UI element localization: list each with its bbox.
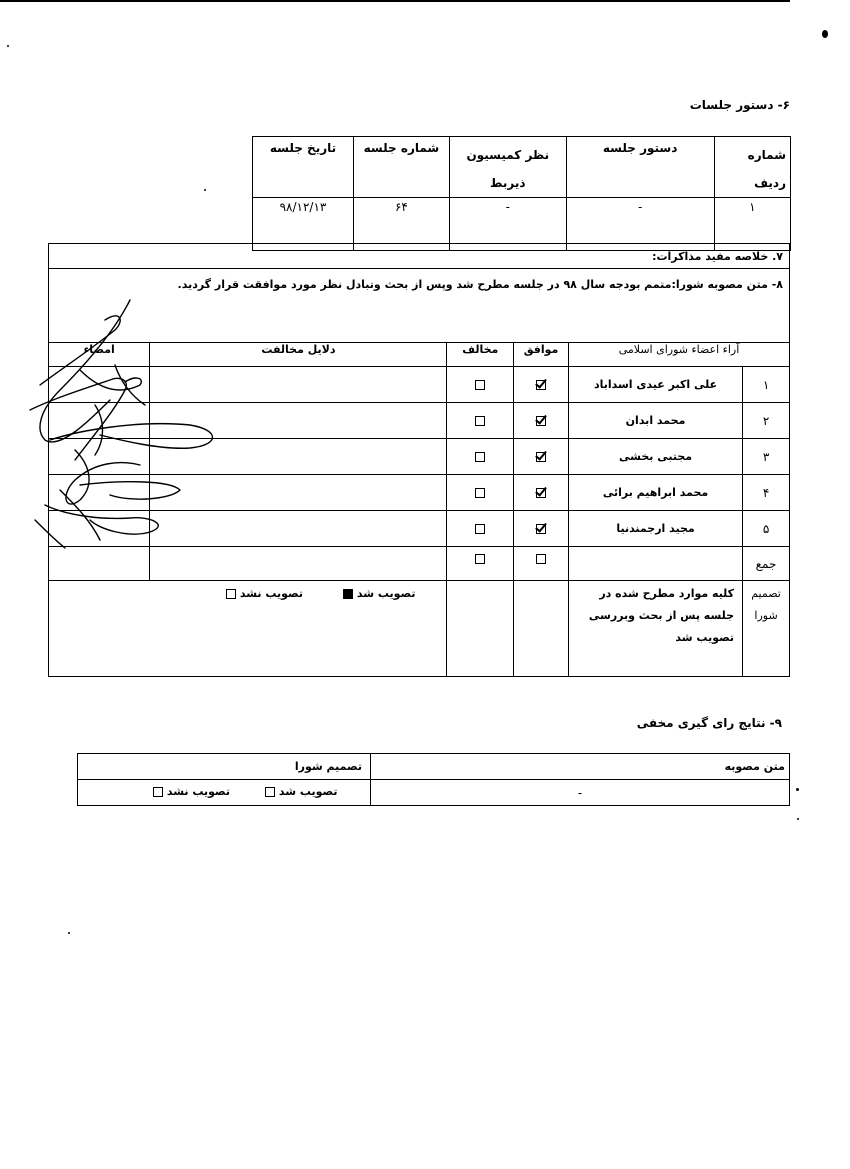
scan-dot	[7, 45, 9, 47]
secret-approved-text-value: -	[371, 780, 790, 806]
scan-top-edge	[0, 0, 790, 2]
member-number: ۵	[743, 511, 790, 547]
agree-total-checkbox[interactable]	[536, 554, 546, 564]
section9-heading: ۹- نتایج رای گیری مخفی	[636, 716, 782, 730]
header-approved-text: متن مصوبه	[371, 754, 790, 780]
decision-label: تصمیم شورا	[743, 581, 790, 677]
cell-committee-opinion: -	[449, 198, 566, 251]
agree-checkbox[interactable]	[536, 452, 546, 462]
rejected-checkbox[interactable]	[226, 589, 236, 599]
secret-decision-choices	[78, 780, 371, 806]
header-session-date: تاریخ جلسه	[253, 137, 354, 198]
handwritten-signatures	[20, 290, 230, 555]
member-name: علی اکبر عیدی اسداباد	[569, 367, 743, 403]
decision-row	[49, 581, 790, 677]
header-committee-opinion: نظر کمیسیون ذیربط	[449, 137, 566, 198]
member-name: مجتبی بخشی	[569, 439, 743, 475]
secret-vote-table	[77, 753, 790, 806]
header-oppose: مخالف	[447, 343, 514, 367]
agree-checkbox[interactable]	[536, 524, 546, 534]
scan-dot	[796, 788, 799, 791]
cell-agenda: -	[566, 198, 714, 251]
oppose-checkbox[interactable]	[475, 416, 485, 426]
member-name: محمد ابدان	[569, 403, 743, 439]
agenda-table	[252, 136, 791, 251]
oppose-checkbox[interactable]	[475, 452, 485, 462]
member-number: ۱	[743, 367, 790, 403]
header-row-number: شماره ردیف	[714, 137, 790, 198]
section8-text: ۸- متن مصوبه شورا:متمم بودجه سال ۹۸ در جلسه مطرح شد وپس از بحث وتبادل نظر مورد موافقت قرار گردید.	[177, 278, 783, 291]
header-council-decision: تصمیم شورا	[78, 754, 371, 780]
oppose-checkbox[interactable]	[475, 524, 485, 534]
cell-row-number: ۱	[714, 198, 790, 251]
total-label: جمع	[743, 547, 790, 581]
scan-dot	[68, 932, 70, 934]
secret-rejected-checkbox[interactable]	[153, 787, 163, 797]
member-name: محمد ابراهیم برائی	[569, 475, 743, 511]
header-signature: امضاء	[49, 343, 150, 367]
secret-approved-checkbox[interactable]	[265, 787, 275, 797]
header-agree: موافق	[514, 343, 569, 367]
header-reasons: دلایل مخالفت	[150, 343, 447, 367]
scan-dot	[204, 189, 206, 191]
approved-checkbox[interactable]	[343, 589, 353, 599]
agree-checkbox[interactable]	[536, 488, 546, 498]
header-members: آراء اعضاء شورای اسلامی	[569, 343, 790, 367]
secret-rejected-label: تصویب نشد	[166, 785, 230, 798]
member-name: مجید ارجمندنیا	[569, 511, 743, 547]
rejected-label: تصویب نشد	[239, 587, 303, 600]
member-number: ۳	[743, 439, 790, 475]
agree-checkbox[interactable]	[536, 416, 546, 426]
header-agenda: دستور جلسه	[566, 137, 714, 198]
oppose-total-checkbox[interactable]	[475, 554, 485, 564]
decision-choices	[49, 581, 447, 677]
approved-label: تصویب شد	[356, 587, 416, 600]
member-number: ۲	[743, 403, 790, 439]
secret-approved-label: تصویب شد	[278, 785, 338, 798]
section7-box	[48, 243, 790, 269]
header-session-number: شماره جلسه	[353, 137, 449, 198]
cell-session-date: ۹۸/۱۲/۱۳	[253, 198, 354, 251]
scan-dot	[797, 818, 799, 820]
agree-checkbox[interactable]	[536, 380, 546, 390]
oppose-checkbox[interactable]	[475, 380, 485, 390]
member-number: ۴	[743, 475, 790, 511]
section6-heading: ۶- دستور جلسات	[689, 98, 790, 112]
scan-mark	[822, 30, 828, 38]
decision-text: کلیه موارد مطرح شده در جلسه پس از بحث وبررسی تصویب شد	[569, 581, 743, 677]
oppose-checkbox[interactable]	[475, 488, 485, 498]
cell-session-number: ۶۴	[353, 198, 449, 251]
section7-label: ۷. خلاصه مفید مذاکرات:	[652, 250, 783, 263]
